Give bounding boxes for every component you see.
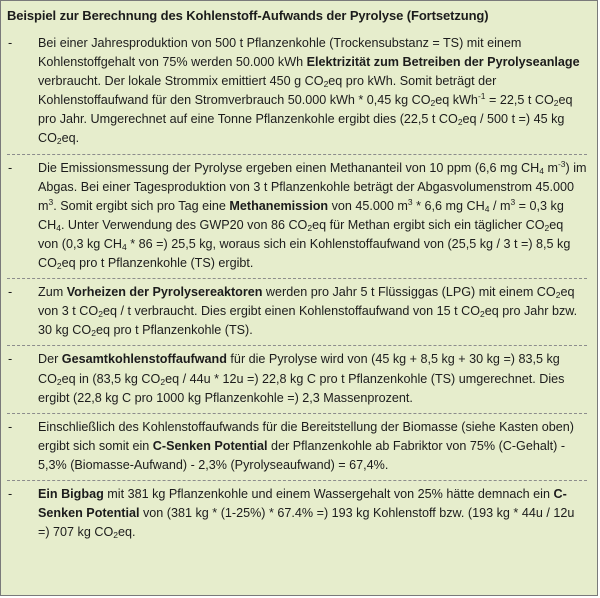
paragraph-text: Bei einer Jahresproduktion von 500 t Pflanzenkohle (Trockensubstanz = TS) mit einem Kohlenstoffgehalt von 75% werden 50.000 kWh Elektrizität zum Betreiben der Pyrolyseanlage verbraucht. Der lokale Strommix emittiert 450 g $CO_2eq$ pro kWh. Somit beträgt der Kohlenstoffaufwand für den Stromverbrauch 50.000 kWh * 0,45 kg $CO_2eq$ kWh$^{-1}$ = 22,5 t $CO_2eq$ pro Jahr. Umgerechnet auf eine Tonne Pflanzenkohle ergibt dies (22,5 t $CO_2eq / 500$ t =) 45 kg $CO_2eq$. xyxy=(38,36,580,147)
paragraph-text: Die Emissionsmessung der Pyrolyse ergeben einen Methananteil von 10 ppm (6,6 mg $CH_4$ $m^{-3}$) im Abgas. Bei einer Tagesproduktion von 3 t Pflanzenkohle beträgt der Abgasvolumenstrom 45.000 $m^3$. Somit ergibt sich pro Tag eine Methanemission von 45.000 $m^3 * 6,6$ mg $CH_4 / m^3 = 0,3$ kg $CH_4$. Unter Verwendung des GWP20 von 86 $CO_2eq$ für Methan ergibt sich ein täglicher $CO_2eq$ von (0,3 kg $CH_4 * 86$ =) 25,5 kg, woraus sich ein Kohlenstoffaufwand von (25,5 kg / 3 t =) 8,5 kg $CO_2eq$ pro t Pflanzenkohle (TS) ergibt. xyxy=(38,158,587,272)
subscript: 2 xyxy=(56,376,62,387)
superscript: 3 xyxy=(407,196,413,207)
subscript: 2 xyxy=(555,290,561,301)
emphasis-text: C-Senken Potential xyxy=(38,486,567,521)
bullet-dash: - xyxy=(8,36,13,50)
subscript: 2 xyxy=(480,309,485,320)
list-item-methane xyxy=(7,155,587,280)
superscript: 3 xyxy=(510,196,516,207)
emphasis-text: Methanemission xyxy=(229,198,329,213)
subscript: 2 xyxy=(323,79,329,90)
subscript: 4 xyxy=(122,241,127,252)
emphasis-text: Vorheizen der Pyrolysereaktoren xyxy=(66,285,263,300)
subscript: 2 xyxy=(56,261,62,272)
subscript: 4 xyxy=(484,203,490,214)
subscript: 2 xyxy=(307,222,313,233)
subscript: 2 xyxy=(113,530,118,541)
subscript: 2 xyxy=(98,309,103,320)
paragraph-text: Einschließlich des Kohlenstoffaufwands für die Bereitstellung der Biomasse (siehe Kasten oben) ergibt sich somit ein C-Senken Potential der Pflanzenkohle ab Fabriktor von 75% (C-Gehalt) - 5,3% (Biomasse-Aufwand) - 2,3% (Pyrolyseaufwand) = 67,4%. xyxy=(38,419,575,472)
list-item-electricity xyxy=(7,30,587,155)
emphasis-text: Gesamtkohlenstoffaufwand xyxy=(61,352,227,367)
bullet-dash: - xyxy=(8,419,13,434)
list-item-total xyxy=(7,346,587,413)
paragraph-text: Der Gesamtkohlenstoffaufwand für die Pyrolyse wird von (45 kg + 8,5 kg + 30 kg =) 83,5 kg $CO_2eq$ in (83,5 kg $CO_2eq / 44u * 12u$ =) 22,8 kg C pro t Pflanzenkohle (TS) umgerechnet. Dies ergibt (22,8 kg C pro 1000 kg Pflanzenkohle =) 2,3 Massenprozent. xyxy=(38,352,565,405)
superscript: 3 xyxy=(48,196,54,207)
subscript: 2 xyxy=(457,117,463,128)
paragraph-text: Ein Bigbag mit 381 kg Pflanzenkohle und einem Wassergehalt von 25% hätte demnach ein C-Senken Potential von (381 kg * (1-25%) * 67.4% =) 193 kg Kohlenstoff bzw. (193 kg * 44u / 12u =) 707 kg $CO_2eq$. xyxy=(38,486,575,541)
emphasis-text: Elektrizität zum Betreiben der Pyrolyseanlage xyxy=(306,55,580,70)
subscript: 2 xyxy=(56,136,62,147)
bullet-dash: - xyxy=(8,285,13,300)
box-title: Beispiel zur Berechnung des Kohlenstoff-Aufwands der Pyrolyse (Fortsetzung) xyxy=(7,8,489,23)
subscript: 2 xyxy=(553,98,559,109)
list-item-bigbag xyxy=(7,481,587,547)
emphasis-text: Ein Bigbag xyxy=(38,486,104,501)
subscript: 2 xyxy=(91,328,96,339)
emphasis-text: C-Senken Potential xyxy=(152,438,268,453)
list-item-preheating xyxy=(7,279,587,346)
superscript: -1 xyxy=(477,91,486,102)
subscript: 4 xyxy=(56,222,61,233)
bullet-dash: - xyxy=(8,486,13,501)
superscript: -3 xyxy=(557,158,566,169)
subscript: 4 xyxy=(539,165,544,176)
bullet-dash: - xyxy=(8,352,13,367)
bullet-dash: - xyxy=(8,160,13,175)
subscript: 2 xyxy=(160,376,166,387)
subscript: 2 xyxy=(430,98,436,109)
list-item-sink-potential xyxy=(7,414,587,481)
calculation-list xyxy=(7,30,587,547)
subscript: 2 xyxy=(544,222,550,233)
paragraph-text: Zum Vorheizen der Pyrolysereaktoren werden pro Jahr 5 t Flüssiggas (LPG) mit einem $CO_2eq$ von 3 t $CO_2eq$ / t verbraucht. Dies ergibt einen Kohlenstoffaufwand von 15 t $CO_2eq$ pro Jahr bzw. 30 kg $CO_2eq$ pro t Pflanzenkohle (TS). xyxy=(38,285,578,339)
